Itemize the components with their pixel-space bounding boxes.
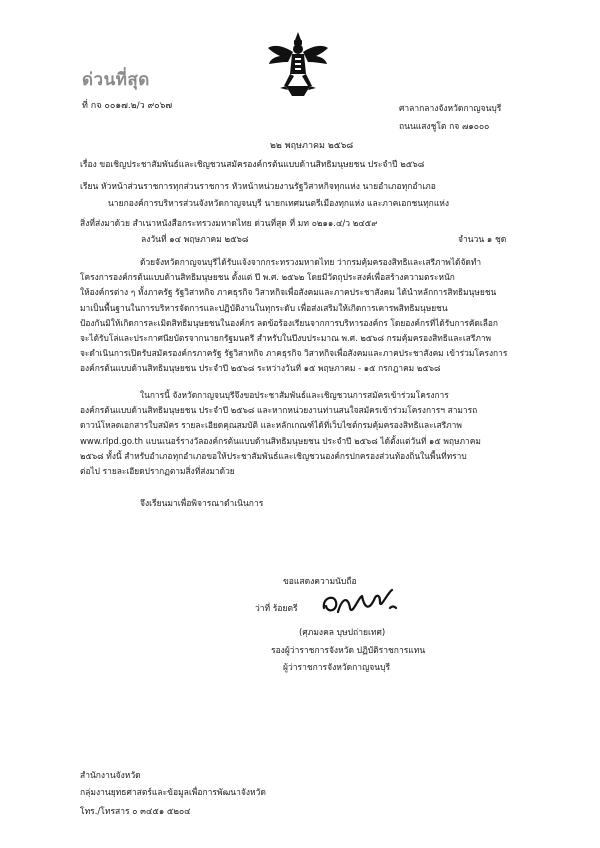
body-paragraph-1-line: ด้วยจังหวัดกาญจนบุรีได้รับแจ้งจากกระทรวงมหาดไทย ว่ากรมคุ้มครองสิทธิและเสรีภาพได้จัดทำ — [140, 257, 482, 267]
document-date: ๒๒ พฤษภาคม ๒๕๖๘ — [270, 141, 354, 151]
handwritten-signature — [318, 588, 408, 620]
enclosure-quantity: จำนวน ๑ ชุด — [458, 235, 507, 245]
recipient-line2: นายกองค์การบริหารส่วนจังหวัดกาญจนบุรี นายกเทศมนตรีเมืองทุกแห่ง และภาคเอกชนทุกแห่ง — [108, 199, 450, 209]
recipient-line1: เรียน หัวหน้าส่วนราชการทุกส่วนราชการ หัวหน้าหน่วยงานรัฐวิสาหกิจทุกแห่ง นายอำเภอทุกอำเภอ — [80, 182, 436, 192]
body-paragraph-1-line: จะดำเนินการเปิดรับสมัครองค์กรภาครัฐ รัฐวิสาหกิจ ภาคธุรกิจ วิสาหกิจเพื่อสังคมและภาคประชาสังคม เข้าร่วมโครงการ — [80, 348, 508, 359]
body-paragraph-2-line: ดาวน์โหลดเอกสารใบสมัคร รายละเอียดคุณสมบัติ และหลักเกณฑ์ได้ที่เว็บไซต์กรมคุ้มครองสิทธิและเสรีภาพ — [80, 420, 462, 431]
closing-request: จึงเรียนมาเพื่อพิจารณาดำเนินการ — [140, 499, 264, 509]
body-paragraph-2-line: www.rlpd.go.th แบนเนอร์รางวัลองค์กรต้นแบบด้านสิทธิมนุษยชน ประจำปี ๒๕๖๘ ได้ตั้งแต่วันที่ ๑๕ พฤษภาคม — [80, 435, 481, 446]
enclosure-line2: ลงวันที่ ๑๔ พฤษภาคม ๒๕๖๘ — [141, 235, 249, 245]
sender-office-line1: ศาลากลางจังหวัดกาญจนบุรี — [399, 104, 502, 114]
body-paragraph-1-line: จะได้รับโล่และประกาศนียบัตรจากนายกรัฐมนตรี สำหรับในปีงบประมาณ พ.ศ. ๒๕๖๘ กรมคุ้มครองสิทธิและเสรีภาพ — [80, 333, 492, 344]
body-paragraph-1-line: ป้องกันมิให้เกิดการละเมิดสิทธิมนุษยชนในองค์กร ลดข้อร้องเรียนจากการบริหารองค์กร โดยองค์กรที่ได้รับการคัดเลือก — [80, 317, 498, 328]
body-paragraph-1-line: มาเป็นพื้นฐานในการบริหารจัดการและปฏิบัติงานในทุกระดับ เพื่อส่งเสริมให้เกิดการเคารพสิทธิมนุษยชน — [80, 302, 448, 313]
signer-title-line1: รองผู้ว่าราชการจังหวัด ปฏิบัติราชการแทน — [271, 646, 426, 656]
enclosure-line1: สิ่งที่ส่งมาด้วย สำเนาหนังสือกระทรวงมหาดไทย ด่วนที่สุด ที่ มท ๐๒๑๑.๔/ว ๒๔๕๙ — [80, 219, 378, 229]
garuda-emblem-icon — [266, 30, 330, 100]
body-paragraph-2-line: ต่อไป รายละเอียดปรากฏตามสิ่งที่ส่งมาด้วย — [80, 466, 235, 477]
footer-unit: กลุ่มงานยุทธศาสตร์และข้อมูลเพื่อการพัฒนาจังหวัด — [80, 788, 266, 798]
body-paragraph-2-line: ๒๕๖๘ ทั้งนี้ สำหรับอำเภอทุกอำเภอขอให้ประชาสัมพันธ์และเชิญชวนองค์กรปกครองส่วนท้องถิ่นในพื้นที่ทราบ — [80, 450, 467, 461]
signer-name: (ศุภมงคล บุษปถ่ายเทศ) — [299, 628, 386, 638]
body-paragraph-2-line: องค์กรต้นแบบด้านสิทธิมนุษยชน ประจำปี ๒๕๖๘ และหากหน่วยงานท่านสนใจสมัครเข้าร่วมโครงการฯ สามารถ — [80, 405, 478, 416]
body-paragraph-1-line: ให้องค์กรต่าง ๆ ทั้งภาครัฐ รัฐวิสาหกิจ ภาคธุรกิจ วิสาหกิจเพื่อสังคมและภาคประชาสังคม ได้นำหลักการสิทธิมนุษยชน — [80, 287, 497, 298]
footer-office: สำนักงานจังหวัด — [80, 771, 141, 781]
sender-office-line2: ถนนแสงชูโต กจ ๗๑๐๐๐ — [399, 122, 490, 132]
urgent-stamp: ด่วนที่สุด — [82, 70, 150, 90]
subject-line: เรื่อง ขอเชิญประชาสัมพันธ์และเชิญชวนสมัครองค์กรต้นแบบด้านสิทธิมนุษยชน ประจำปี ๒๕๖๘ — [80, 160, 425, 170]
footer-phone: โทร./โทรสาร ๐ ๓๔๕๑ ๕๒๐๔ — [80, 807, 191, 817]
signer-rank: ว่าที่ ร้อยตรี — [255, 604, 298, 614]
body-paragraph-1-line: องค์กรต้นแบบด้านสิทธิมนุษยชน ประจำปี ๒๕๖๘ ระหว่างวันที่ ๑๕ พฤษภาคม - ๑๕ กรกฎาคม ๒๕๖๘ — [80, 363, 441, 374]
body-paragraph-1 — [80, 255, 520, 377]
document-number: ที่ กจ ๐๐๑๗.๒/ว ๙๐๖๗ — [82, 101, 173, 111]
body-paragraph-2-line: ในการนี้ จังหวัดกาญจนบุรีจึงขอประชาสัมพันธ์และเชิญชวนการสมัครเข้าร่วมโครงการ — [140, 390, 449, 400]
body-paragraph-2 — [80, 388, 520, 479]
salutation: ขอแสดงความนับถือ — [283, 577, 357, 587]
signer-title-line2: ผู้ว่าราชการจังหวัดกาญจนบุรี — [283, 663, 391, 673]
body-paragraph-1-line: โครงการองค์กรต้นแบบด้านสิทธิมนุษยชน ตั้งแต่ ปี พ.ศ. ๒๕๖๒ โดยมีวัตถุประสงค์เพื่อสร้างความตระหนัก — [80, 272, 455, 283]
